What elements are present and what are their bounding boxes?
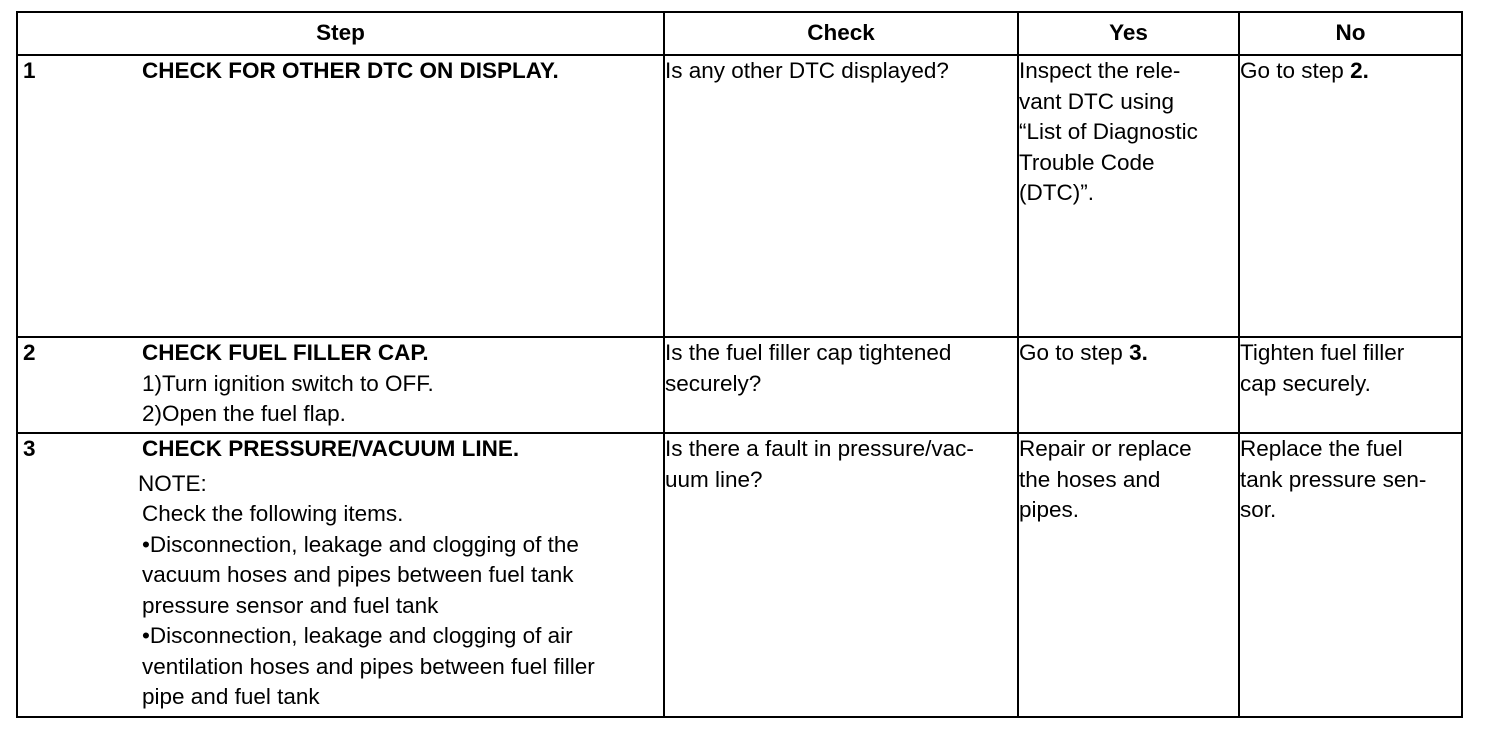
step-title: CHECK FOR OTHER DTC ON DISPLAY. (142, 58, 559, 83)
step-number: 3 (23, 436, 36, 461)
table-row (17, 55, 1462, 337)
step-line: Check the following items. (142, 501, 404, 526)
yes-text: Go to step (1019, 340, 1130, 365)
table-row (17, 433, 1462, 717)
no-line: Tighten fuel filler (1240, 340, 1405, 365)
step-line: pipe and fuel tank (142, 684, 320, 709)
yes-line: pipes. (1019, 497, 1080, 522)
check-cell (664, 337, 1018, 433)
yes-line: the hoses and (1019, 466, 1161, 492)
diagnostic-table (16, 11, 1463, 718)
check-line: Is there a fault in pressure/vac- (665, 436, 974, 461)
yes-line: Repair or replace (1019, 436, 1192, 461)
yes-line: Trouble Code (1019, 149, 1155, 175)
check-cell (664, 433, 1018, 717)
check-line: uum line? (665, 466, 763, 492)
step-number: 1 (23, 58, 36, 83)
step-line: pressure sensor and fuel tank (142, 592, 439, 618)
no-line: tank pressure sen- (1240, 466, 1427, 492)
header-yes: Yes (1018, 12, 1239, 55)
step-line: •Disconnection, leakage and clogging of the (142, 531, 579, 557)
step-line: 1)Turn ignition switch to OFF. (142, 370, 434, 396)
no-step-ref: 2. (1350, 58, 1369, 83)
header-no: No (1239, 12, 1462, 55)
no-line: sor. (1240, 497, 1277, 522)
step-line: vacuum hoses and pipes between fuel tank (142, 562, 574, 587)
yes-cell (1018, 55, 1239, 337)
no-cell (1239, 433, 1462, 717)
table-row (17, 337, 1462, 433)
yes-step-ref: 3. (1129, 340, 1148, 365)
yes-cell (1018, 337, 1239, 433)
yes-line: (DTC)”. (1019, 180, 1094, 205)
check-line: Is the fuel filler cap tightened (665, 340, 952, 365)
header-row (17, 12, 1462, 55)
check-cell (664, 55, 1018, 337)
note-label: NOTE: (138, 470, 207, 496)
no-cell (1239, 337, 1462, 433)
step-line: 2)Open the fuel flap. (142, 401, 346, 426)
no-line: cap securely. (1240, 370, 1371, 396)
step-title: CHECK FUEL FILLER CAP. (142, 340, 429, 365)
yes-line: “List of Diagnostic (1019, 119, 1198, 144)
step-cell (17, 337, 664, 433)
step-number: 2 (23, 340, 36, 365)
yes-cell (1018, 433, 1239, 717)
no-line: Replace the fuel (1240, 436, 1403, 461)
step-line: •Disconnection, leakage and clogging of air (142, 623, 573, 648)
no-cell (1239, 55, 1462, 337)
step-cell (17, 55, 664, 337)
check-line: securely? (665, 370, 762, 396)
step-cell (17, 433, 664, 717)
header-step: Step (17, 12, 664, 55)
step-title: CHECK PRESSURE/VACUUM LINE. (142, 436, 520, 461)
step-line: ventilation hoses and pipes between fuel filler (142, 653, 595, 679)
yes-line: vant DTC using (1019, 88, 1175, 114)
header-check: Check (664, 12, 1018, 55)
no-text: Go to step (1240, 58, 1351, 83)
yes-line: Inspect the rele- (1019, 58, 1181, 83)
check-text: Is any other DTC displayed? (665, 58, 949, 83)
